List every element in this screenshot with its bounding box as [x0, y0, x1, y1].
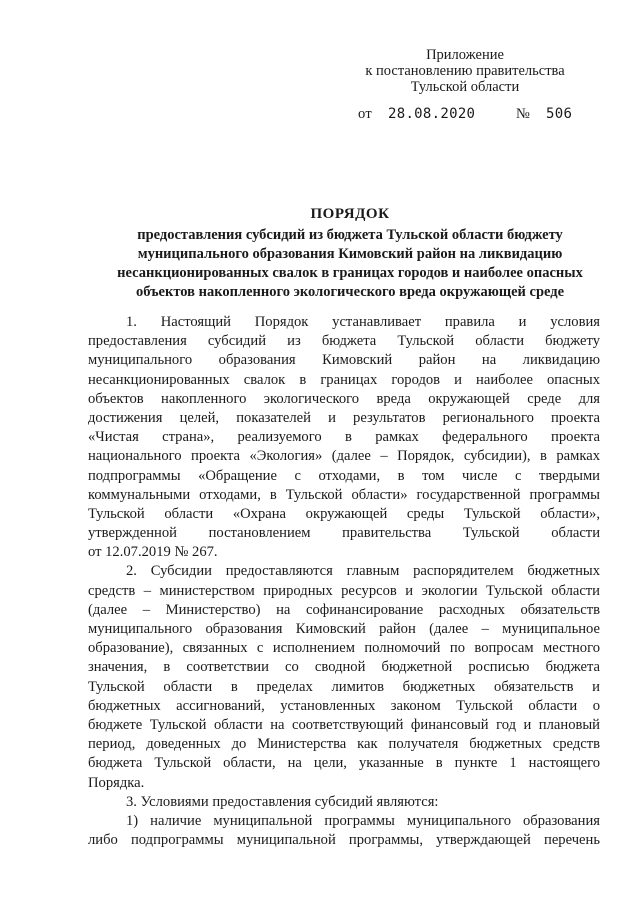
- document-title: ПОРЯДОК: [310, 206, 390, 222]
- paragraph-1-line: муниципального образования Кимовский район на ликвидацию: [88, 352, 600, 369]
- paragraph-2-line: Порядка.: [88, 774, 145, 791]
- paragraph-1-line: подпрограммы «Обращение с отходами, в том числе с твердыми: [88, 467, 600, 484]
- resolution-date-number: [358, 106, 572, 123]
- paragraph-3-line: 3. Условиями предоставления субсидий являются:: [126, 793, 439, 810]
- paragraph-2-line: период, доведенных до Министерства как получателя бюджетных средств: [88, 736, 600, 753]
- paragraph-1-line: несанкционированных свалок в границах городов и наиболее опасных: [88, 371, 600, 388]
- subtitle-line: объектов накопленного экологического вреда окружающей среде: [135, 284, 565, 300]
- paragraph-1-line: объектов накопленного экологического вреда окружающей среде для: [88, 390, 600, 407]
- paragraph-1-line: утвержденной постановлением правительства Тульской области: [88, 525, 600, 542]
- subtitle-line: несанкционированных свалок в границах городов и наиболее опасных: [117, 265, 583, 281]
- paragraph-1-line: коммунальными отходами, в Тульской области» государственной программы: [88, 486, 600, 503]
- paragraph-1-line: достижения целей, показателей и результатов регионального проекта: [88, 409, 600, 426]
- paragraph-2-line: образование), связанных с исполнением полномочий по вопросам местного: [88, 640, 600, 657]
- paragraph-3-item-line: либо подпрограммы муниципальной программы, утверждающей перечень: [88, 832, 600, 849]
- paragraph-3-item-line: 1) наличие муниципальной программы муниципального образования: [126, 812, 600, 829]
- from-label: от: [358, 106, 372, 122]
- resolution-date: 28.08.2020: [388, 106, 476, 122]
- appendix-line: Приложение: [426, 47, 504, 63]
- paragraph-2-line: бюджета Тульской области, на цели, указанные в пункте 1 настоящего: [88, 755, 600, 772]
- appendix-line: Тульской области: [410, 79, 520, 95]
- paragraph-1-line: 1. Настоящий Порядок устанавливает правила и условия: [126, 314, 600, 330]
- paragraph-2-line: бюджетных ассигнований, установленных законом Тульской области о: [88, 697, 600, 714]
- subtitle-line: предоставления субсидий из бюджета Тульской области бюджету: [137, 227, 563, 243]
- paragraph-2-line: Тульской области в пределах лимитов бюджетных обязательств и: [88, 678, 600, 695]
- appendix-header: [340, 47, 590, 95]
- paragraph-2-line: средств – министерством природных ресурсов и экологии Тульской области: [88, 582, 600, 599]
- paragraph-2-line: (далее – Министерство) на софинансирование расходных обязательств: [88, 601, 600, 618]
- paragraph-2-line: бюджете Тульской области на соответствующий финансовый год и плановый: [88, 716, 600, 733]
- paragraph-2-line: муниципального образования Кимовский район (далее – муниципальное: [88, 621, 600, 637]
- resolution-number: 506: [546, 106, 573, 122]
- subtitle-line: муниципального образования Кимовский район на ликвидацию: [137, 246, 563, 262]
- paragraph-1-line: от 12.07.2019 № 267.: [88, 544, 218, 561]
- paragraph-1-line: предоставления субсидий из бюджета Тульской области бюджету: [88, 333, 600, 350]
- number-sign: №: [516, 106, 531, 122]
- paragraph-1-line: Тульской области «Охрана окружающей среды Тульской области»,: [88, 505, 600, 522]
- paragraph-2-line: значения, в соответствии со сводной бюджетной росписью бюджета: [88, 659, 600, 676]
- document-body: [88, 313, 600, 850]
- paragraph-1-line: национального проекта «Экология» (далее – Порядок, субсидии), в рамках: [88, 448, 600, 465]
- paragraph-2-line: 2. Субсидии предоставляются главным распорядителем бюджетных: [126, 563, 600, 580]
- paragraph-1-line: «Чистая страна», реализуемого в рамках федерального проекта: [88, 429, 600, 446]
- appendix-line: к постановлению правительства: [365, 63, 565, 79]
- document-subtitle: [60, 226, 640, 302]
